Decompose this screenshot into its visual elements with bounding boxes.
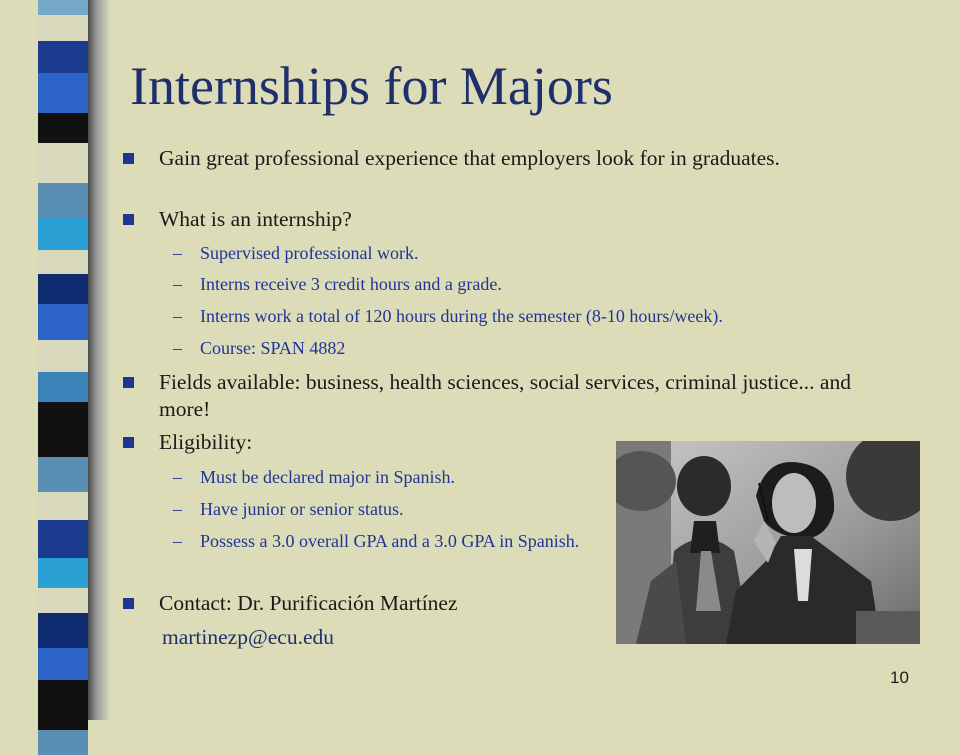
square-bullet-icon [123,598,134,609]
page-number: 10 [890,668,909,687]
decorative-stripe-bar [0,0,110,720]
dash-bullet-icon: – [173,274,182,294]
square-bullet-icon [123,214,134,225]
stripe-bar-shadow [88,0,110,720]
square-bullet-icon [123,153,134,164]
bullet-experience: Gain great professional experience that employers look for in graduates. [123,145,823,172]
bullet-fields: Fields available: business, health sciences, social services, criminal justice... and more! [123,369,903,423]
sub-bullet: – Must be declared major in Spanish. [173,467,455,487]
sub-bullet: – Have junior or senior status. [173,499,404,519]
color-strips [38,0,88,720]
square-bullet-icon [123,437,134,448]
bullet-what-is-internship: What is an internship? [123,206,352,233]
dash-bullet-icon: – [173,467,182,487]
bullet-contact: Contact: Dr. Purificación Martínez [123,590,458,617]
sub-bullet: – Course: SPAN 4882 [173,338,346,358]
sub-bullet: – Supervised professional work. [173,243,419,263]
students-photo-icon [616,441,920,644]
dash-bullet-icon: – [173,306,182,326]
dash-bullet-icon: – [173,531,182,551]
bullet-eligibility: Eligibility: [123,429,252,456]
sub-bullet: – Interns work a total of 120 hours during the semester (8-10 hours/week). [173,306,723,326]
square-bullet-icon [123,377,134,388]
dash-bullet-icon: – [173,499,182,519]
sub-bullet: – Interns receive 3 credit hours and a grade. [173,274,502,294]
contact-email[interactable]: martinezp@ecu.edu [162,625,335,649]
dash-bullet-icon: – [173,243,182,263]
slide-title: Internships for Majors [130,56,613,116]
sub-bullet: – Possess a 3.0 overall GPA and a 3.0 GPA in Spanish. [173,531,580,551]
dash-bullet-icon: – [173,338,182,358]
